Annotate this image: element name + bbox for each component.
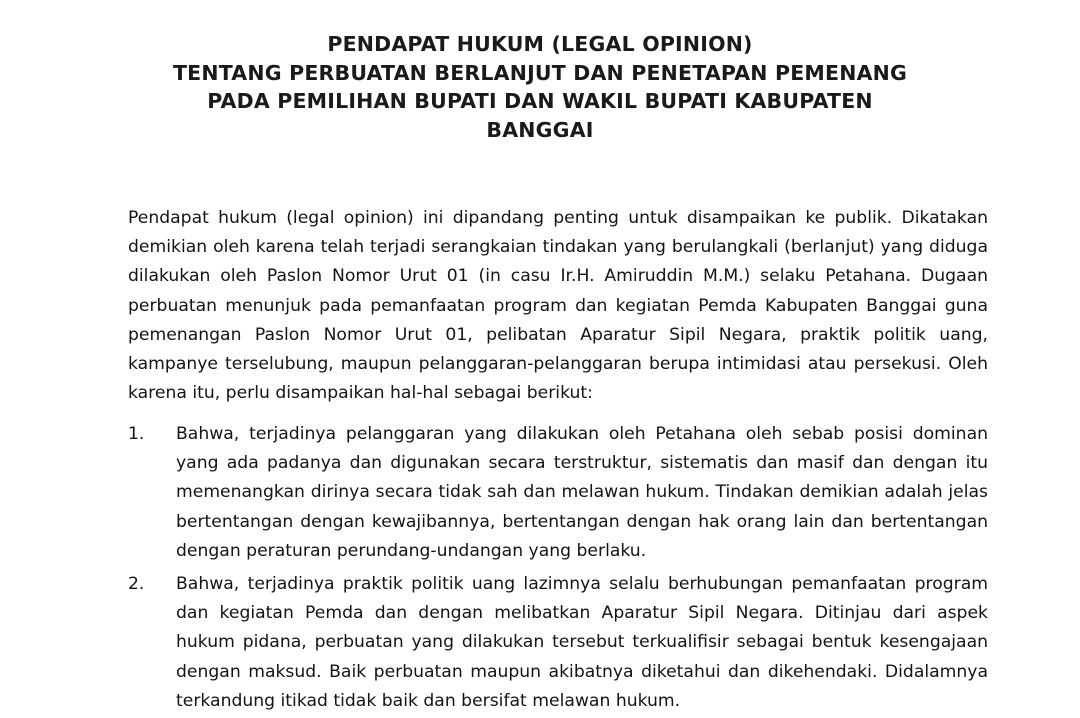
list-item-text: Bahwa, terjadinya praktik politik uang lazimnya selalu berhubungan pemanfaatan program dan kegiatan Pemda dan dengan melibatkan Aparatur Sipil Negara. Ditinjau dari aspek hukum pidana, perbuatan yang dilakukan tersebut terkualifisir sebagai bentuk kesengajaan dengan maksud. Baik perbuatan maupun akibatnya diketahui dan dikehendaki. Didalamnya terkandung itikad tidak baik dan bersifat melawan hukum. [176,574,988,711]
list-item-text: Bahwa, terjadinya pelanggaran yang dilakukan oleh Petahana oleh sebab posisi dominan yang ada padanya dan digunakan secara terstruktur, sistematis dan masif dan dengan itu memenangkan dirinya secara tidak sah dan melawan hukum. Tindakan demikian adalah jelas bertentangan dengan kewajibannya, bertentangan dengan hak orang lain dan bertentangan dengan peraturan perundang-undangan yang berlaku. [176,424,988,561]
document-title [100,30,980,144]
list-item-2 [128,570,988,716]
list-item-1 [128,420,988,566]
list-item-number: 2. [128,574,145,594]
intro-paragraph: Pendapat hukum (legal opinion) ini dipandang penting untuk disampaikan ke publik. Dikatakan demikian oleh karena telah terjadi serangkaian tindakan yang berulangkali (berlanjut) yang diduga dilakukan oleh Paslon Nomor Urut 01 (in casu Ir.H. Amiruddin M.M.) selaku Petahana. Dugaan perbuatan menunjuk pada pemanfaatan program dan kegiatan Pemda Kabupaten Banggai guna pemenangan Paslon Nomor Urut 01, pelibatan Aparatur Sipil Negara, praktik politik uang, kampanye terselubung, maupun pelanggaran-pelanggaran berupa intimidasi atau persekusi. Oleh karena itu, perlu disampaikan hal-hal sebagai berikut: [128,208,988,404]
title-line-2: TENTANG PERBUATAN BERLANJUT DAN PENETAPAN PEMENANG [172,60,908,85]
title-line-1: PENDAPAT HUKUM (LEGAL OPINION) [327,32,753,56]
title-line-3: PADA PEMILIHAN BUPATI DAN WAKIL BUPATI KABUPATEN [207,89,873,114]
title-line-4: BANGGAI [486,117,594,142]
list-item-number: 1. [128,424,145,444]
